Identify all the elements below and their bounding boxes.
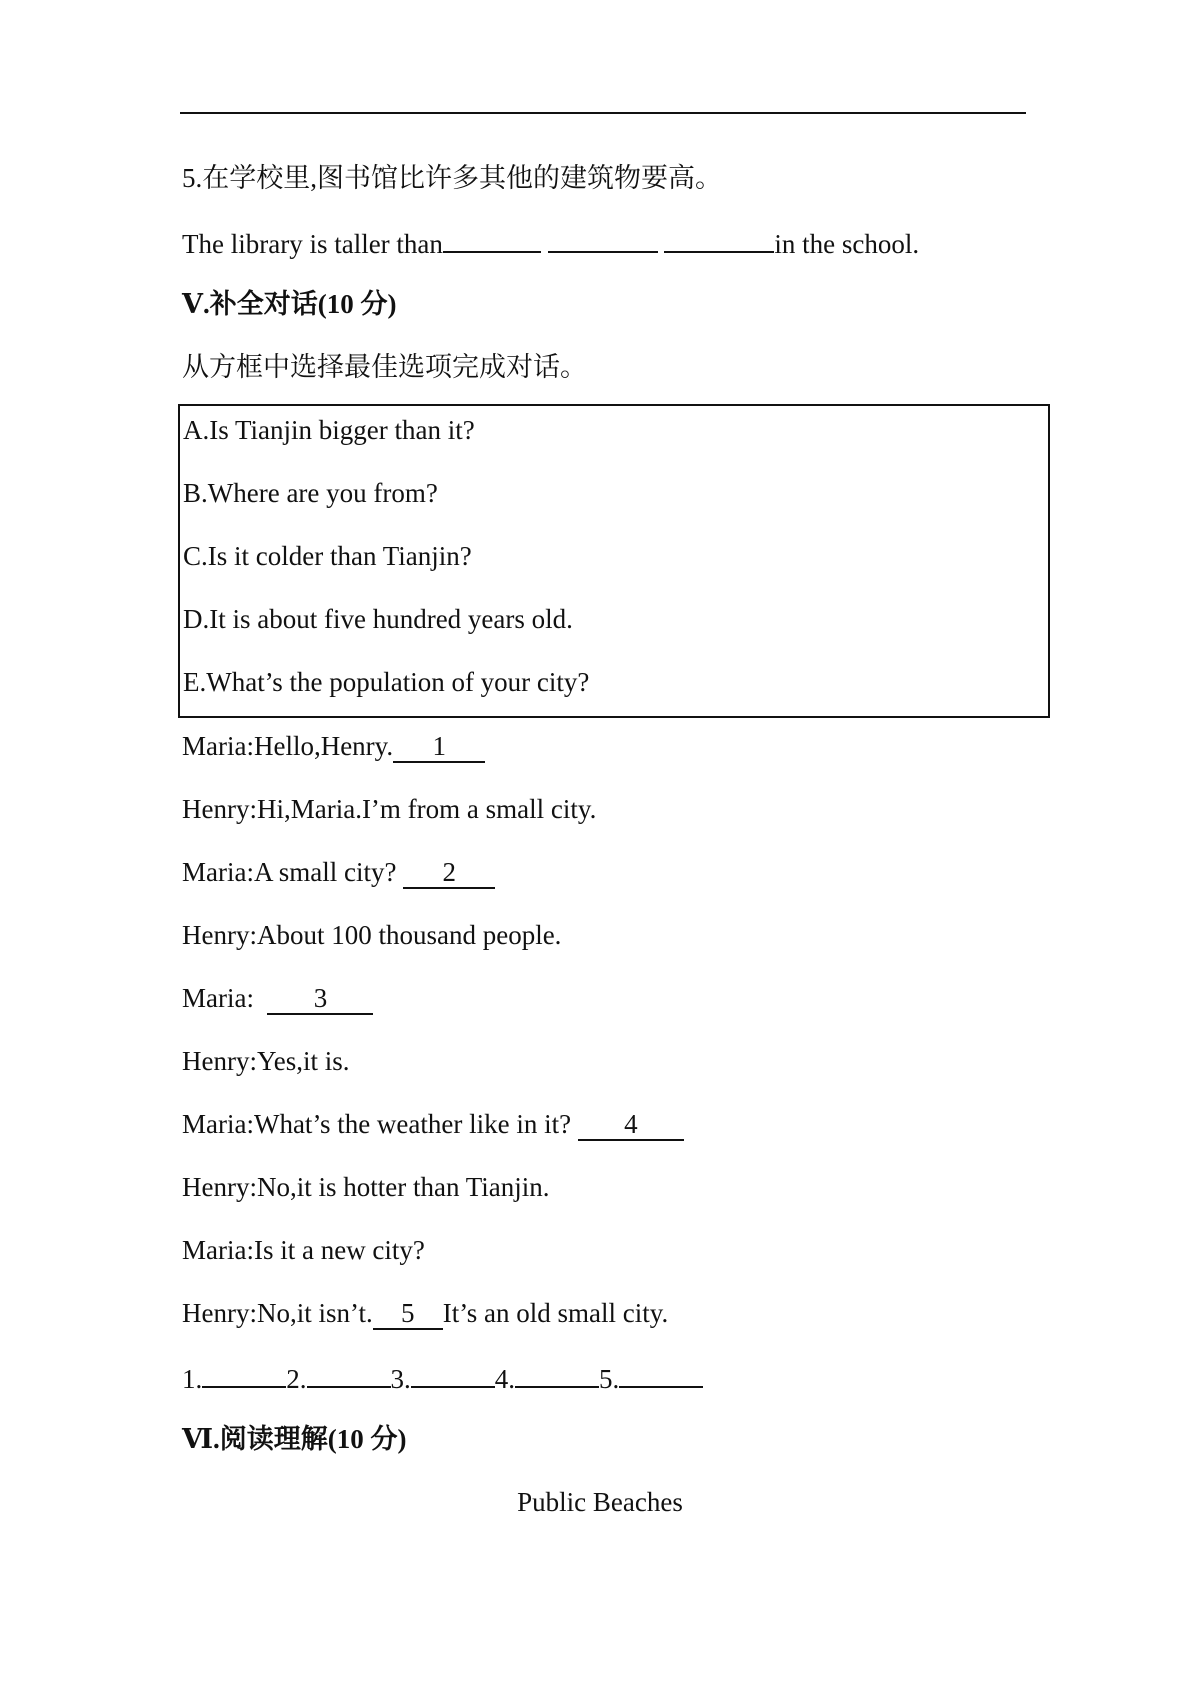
passage-title: Public Beaches xyxy=(517,1487,683,1517)
answer-blank-1[interactable] xyxy=(202,1358,286,1388)
dialogue-blank-4[interactable]: 4 xyxy=(578,1109,684,1141)
q5-english-prefix: The library is taller than xyxy=(182,229,443,259)
option-a: A.Is Tianjin bigger than it? xyxy=(183,415,475,445)
answer-label-4: 4. xyxy=(494,1364,515,1394)
answer-label-2: 2. xyxy=(286,1364,307,1394)
q5-blank-3[interactable] xyxy=(664,223,774,253)
dialogue-blank-5[interactable]: 5 xyxy=(373,1298,443,1330)
option-d: D.It is about five hundred years old. xyxy=(183,604,573,634)
q5-chinese: 5.在学校里,图书馆比许多其他的建筑物要高。 xyxy=(182,163,722,193)
dialogue-blank-2[interactable]: 2 xyxy=(403,857,495,889)
dialogue-text: Maria:A small city? xyxy=(182,857,404,887)
dialogue-line-7 xyxy=(182,1106,684,1142)
dialogue-text: Maria:What’s the weather like in it? xyxy=(182,1109,578,1139)
dialogue-line-4: Henry:About 100 thousand people. xyxy=(182,920,562,950)
options-box xyxy=(178,404,1050,718)
dialogue-line-9: Maria:Is it a new city? xyxy=(182,1235,425,1265)
answer-label-5: 5. xyxy=(599,1364,620,1394)
answer-label-3: 3. xyxy=(390,1364,411,1394)
dialogue-text-after: It’s an old small city. xyxy=(442,1298,669,1328)
dialogue-text: Maria: xyxy=(182,983,268,1013)
option-e: E.What’s the population of your city? xyxy=(183,667,590,697)
section6-heading: Ⅵ.阅读理解(10 分) xyxy=(182,1424,407,1454)
q5-english xyxy=(182,223,919,262)
answer-blank-2[interactable] xyxy=(307,1358,391,1388)
dialogue-text: Maria:Hello,Henry. xyxy=(182,731,394,761)
dialogue-text: Henry:No,it isn’t. xyxy=(182,1298,373,1328)
dialogue-line-3 xyxy=(182,854,495,890)
option-b: B.Where are you from? xyxy=(183,478,438,508)
dialogue-line-10 xyxy=(182,1295,668,1331)
answer-line xyxy=(182,1358,703,1397)
option-c: C.Is it colder than Tianjin? xyxy=(183,541,472,571)
dialogue-blank-1[interactable]: 1 xyxy=(393,731,485,763)
section5-heading: Ⅴ.补全对话(10 分) xyxy=(182,289,397,319)
dialogue-line-1 xyxy=(182,728,485,764)
dialogue-line-2: Henry:Hi,Maria.I’m from a small city. xyxy=(182,794,597,824)
answer-label-1: 1. xyxy=(182,1364,203,1394)
q5-blank-2[interactable] xyxy=(548,223,658,253)
top-rule xyxy=(180,112,1026,114)
section5-instruction: 从方框中选择最佳选项完成对话。 xyxy=(182,352,587,382)
dialogue-blank-3[interactable]: 3 xyxy=(267,983,373,1015)
answer-blank-4[interactable] xyxy=(515,1358,599,1388)
answer-blank-3[interactable] xyxy=(411,1358,495,1388)
dialogue-line-8: Henry:No,it is hotter than Tianjin. xyxy=(182,1172,550,1202)
answer-blank-5[interactable] xyxy=(619,1358,703,1388)
q5-english-suffix: in the school. xyxy=(774,229,920,259)
q5-blank-1[interactable] xyxy=(443,223,541,253)
dialogue-line-5 xyxy=(182,980,373,1016)
dialogue-line-6: Henry:Yes,it is. xyxy=(182,1046,350,1076)
